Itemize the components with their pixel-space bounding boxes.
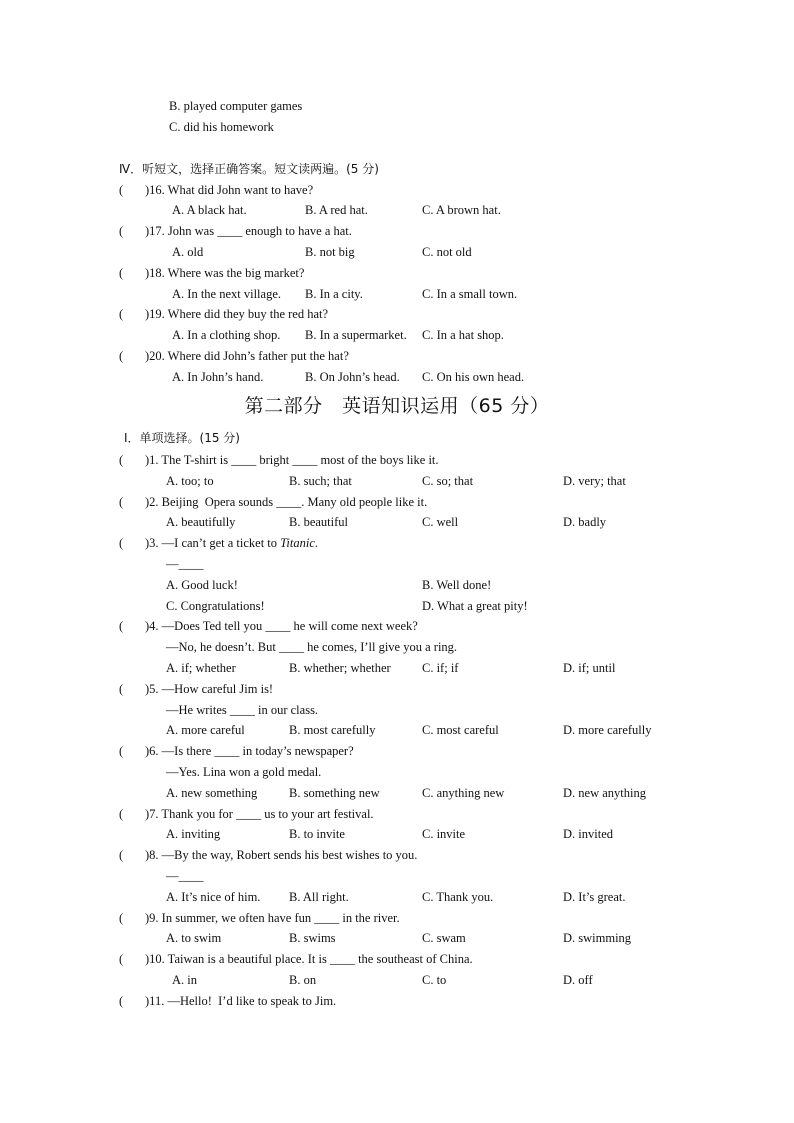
option-b: B. whether; whether (289, 661, 391, 675)
option-c: C. most careful (422, 723, 499, 737)
answer-paren: ( (119, 994, 124, 1008)
answer-paren: ( (119, 911, 124, 925)
option-c: C. In a small town. (422, 287, 518, 301)
option-b: B. A red hat. (305, 203, 368, 217)
option-c: C. anything new (422, 786, 505, 800)
option-d: D. very; that (563, 474, 626, 488)
option-b: B. beautiful (289, 515, 349, 529)
question-stem: )2. Beijing Opera sounds ____. Many old people like it. (145, 495, 428, 509)
question-stem: )4. —Does Ted tell you ____ he will come next week? (145, 619, 418, 633)
reply-blank: —____ (166, 557, 204, 571)
answer-paren: ( (119, 266, 124, 280)
answer-paren: ( (119, 619, 124, 633)
option-a: A. old (172, 245, 204, 259)
answer-paren: ( (119, 952, 124, 966)
option-d: D. if; until (563, 661, 616, 675)
option-b: B. most carefully (289, 723, 376, 737)
answer-paren: ( (119, 848, 124, 862)
option-c: C. Thank you. (422, 890, 494, 904)
option-a: A. more careful (166, 723, 245, 737)
option-c: C. On his own head. (422, 370, 525, 384)
option-c: C. not old (422, 245, 472, 259)
reply-line: —Yes. Lina won a gold medal. (166, 765, 322, 779)
answer-paren: ( (119, 349, 124, 363)
question-stem: )5. —How careful Jim is! (145, 682, 274, 696)
answer-paren: ( (119, 682, 124, 696)
option-c: C. A brown hat. (422, 203, 501, 217)
option-d: D. more carefully (563, 723, 652, 737)
option-b: B. on (289, 973, 317, 987)
option-b: B. All right. (289, 890, 349, 904)
question-stem: )16. What did John want to have? (145, 183, 314, 197)
question-stem: )8. —By the way, Robert sends his best wishes to you. (145, 848, 418, 862)
question-stem: )7. Thank you for ____ us to your art festival. (145, 807, 374, 821)
option-a: A. It’s nice of him. (166, 890, 261, 904)
option-b: B. Well done! (422, 578, 492, 592)
answer-paren: ( (119, 536, 124, 550)
section-heading-listening: Ⅳ．听短文，选择正确答案。短文读两遍。(5 分) (119, 162, 379, 176)
option-d: D. It’s great. (563, 890, 626, 904)
option-b: B. On John’s head. (305, 370, 400, 384)
question-stem: )10. Taiwan is a beautiful place. It is ____ the southeast of China. (145, 952, 473, 966)
question-stem: )11. —Hello! I’d like to speak to Jim. (145, 994, 337, 1008)
option-d: D. badly (563, 515, 607, 529)
option-d: D. off (563, 973, 593, 987)
option-b: B. played computer games (169, 99, 303, 113)
option-d: D. invited (563, 827, 613, 841)
option-a: A. if; whether (166, 661, 236, 675)
option-c: C. invite (422, 827, 466, 841)
option-b: B. something new (289, 786, 380, 800)
answer-paren: ( (119, 744, 124, 758)
question-stem: )20. Where did John’s father put the hat? (145, 349, 349, 363)
answer-paren: ( (119, 307, 124, 321)
reply-line: —No, he doesn’t. But ____ he comes, I’ll give you a ring. (166, 640, 458, 654)
stem-text: )3. —I can’t get a ticket to (145, 536, 281, 550)
option-a: A. beautifully (166, 515, 236, 529)
option-b: B. In a city. (305, 287, 363, 301)
option-d: D. What a great pity! (422, 599, 528, 613)
option-a: A. in (172, 973, 197, 987)
section-heading-single-choice: Ⅰ．单项选择。(15 分) (124, 431, 240, 445)
option-c: C. so; that (422, 474, 474, 488)
question-stem: )6. —Is there ____ in today’s newspaper? (145, 744, 354, 758)
question-stem: )19. Where did they buy the red hat? (145, 307, 329, 321)
reply-blank: —____ (166, 869, 204, 883)
question-stem (145, 537, 318, 550)
option-b: B. In a supermarket. (305, 328, 407, 342)
option-a: A. inviting (166, 827, 221, 841)
option-a: A. new something (166, 786, 258, 800)
question-stem: )18. Where was the big market? (145, 266, 305, 280)
answer-paren: ( (119, 224, 124, 238)
answer-paren: ( (119, 453, 124, 467)
question-stem: )1. The T-shirt is ____ bright ____ most of the boys like it. (145, 453, 439, 467)
question-stem: )9. In summer, we often have fun ____ in the river. (145, 911, 400, 925)
movie-title: Titanic (280, 536, 315, 550)
option-c: C. swam (422, 931, 466, 945)
option-c: C. well (422, 515, 459, 529)
option-b: B. swims (289, 931, 336, 945)
option-a: A. too; to (166, 474, 214, 488)
answer-paren: ( (119, 495, 124, 509)
option-c: C. to (422, 973, 447, 987)
option-d: D. new anything (563, 786, 646, 800)
part-title: 第二部分 英语知识运用（65 分） (244, 395, 550, 417)
answer-paren: ( (119, 183, 124, 197)
option-c: C. Congratulations! (166, 599, 265, 613)
option-a: A. Good luck! (166, 578, 238, 592)
option-a: A. A black hat. (172, 203, 247, 217)
reply-line: —He writes ____ in our class. (166, 703, 319, 717)
option-c: C. if; if (422, 661, 459, 675)
option-b: B. to invite (289, 827, 345, 841)
option-d: D. swimming (563, 931, 632, 945)
option-a: A. In a clothing shop. (172, 328, 281, 342)
option-a: A. In John’s hand. (172, 370, 264, 384)
option-c: C. In a hat shop. (422, 328, 504, 342)
option-b: B. such; that (289, 474, 352, 488)
question-stem: )17. John was ____ enough to have a hat. (145, 224, 352, 238)
answer-paren: ( (119, 807, 124, 821)
option-a: A. In the next village. (172, 287, 281, 301)
option-a: A. to swim (166, 931, 222, 945)
stem-end: . (314, 536, 318, 550)
option-c: C. did his homework (169, 120, 274, 134)
option-b: B. not big (305, 245, 355, 259)
